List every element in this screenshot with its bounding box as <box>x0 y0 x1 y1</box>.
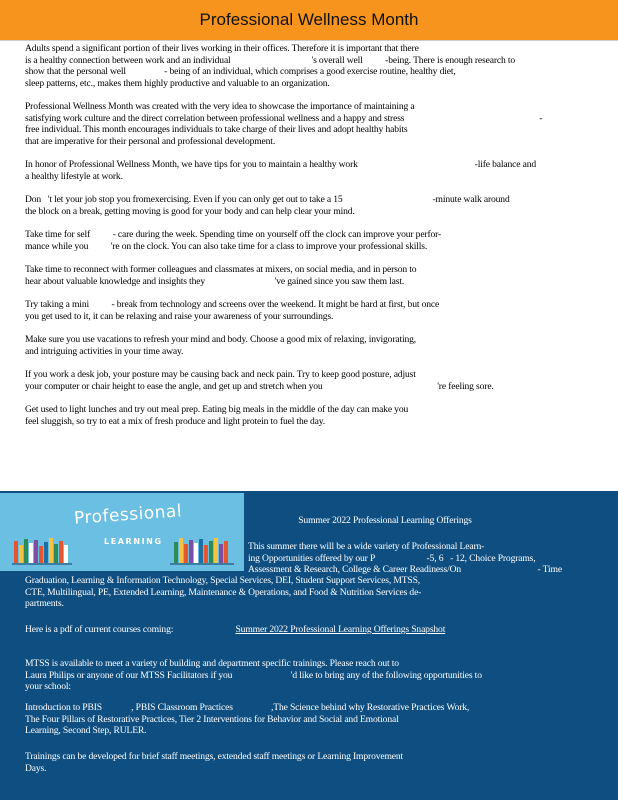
paragraph: Get used to light lunches and try out meal prep. Eating big meals in the middle of the day can make you feel sluggish, so try to eat a mix of fresh produce and light protein to fuel the day. <box>25 404 409 427</box>
professional-learning-banner <box>0 493 244 571</box>
book-icon <box>219 544 223 563</box>
offerings-snapshot-link[interactable]: Summer 2022 Professional Learning Offerings Snapshot <box>235 624 446 635</box>
book-icon <box>214 538 218 563</box>
offerings-intro: This summer there will be a wide variety of Professional Learn- ing Opportunities offered by our P -5, 6 - 12, Choice Programs, Assessment & Research, College & Career Readiness/On - Time <box>248 541 562 575</box>
paragraph: Don 't let your job stop you fromexercising. Even if you can only get out to take a 15 -minute walk around the block on a break, getting moving is good for your body and can help clear your mind. <box>25 194 510 217</box>
book-icon <box>39 546 43 563</box>
paragraph: Take time to reconnect with former colleagues and classmates at mixers, on social media, and in person to hear about valuable knowledge and insights they 've gained since you saw them last. <box>25 264 417 287</box>
bookshelf-icon <box>12 563 72 565</box>
page-title: Professional Wellness Month <box>199 10 419 29</box>
banner-subtitle: LEARNING <box>104 537 163 546</box>
paragraph: Professional Wellness Month was created with the very idea to showcase the importance of maintaining a satisfying work culture and the direct correlation between professional wellness and a happy and stress - free individual. This month encourages individuals to take charge of their lives and adopt healthy habits that are imperative for their personal and professional development. <box>25 101 543 147</box>
pdf-line <box>25 624 600 636</box>
pdf-text: Here is a pdf of current courses coming: <box>25 624 174 635</box>
paragraph: Adults spend a significant portion of their lives working in their offices. Therefore it is important that there is a healthy connection between work and an individual 's overall well -being. There is enough research to show that the personal well - being of an individual, which comprises a good exercise routine, healthy diet, sleep patterns, etc., makes them highly productive and valuable to an organization. <box>25 43 516 89</box>
book-icon <box>14 541 18 563</box>
mtss-paragraph: MTSS is available to meet a variety of building and department specific trainings. Please reach out to Laura Philips or anyone of our MTSS Facilitators if you 'd like to bring any of the following opportunities to your school: <box>25 658 482 692</box>
training-list: Introduction to PBIS , PBIS Classroom Practices ,The Science behind why Restorative Practices Work, The Four Pillars of Restorative Practices, Tier 2 Interventions for Behavior and Social and Emotional Learning, Second Step, RULER. <box>25 702 470 736</box>
offerings-departments: Graduation, Learning & Information Technology, Special Services, DEI, Student Support Services, MTSS, CTE, Multilingual, PE, Extended Learning, Maintenance & Operations, and Food & Nutrition Services de- partments. <box>25 575 422 609</box>
paragraph: Try taking a mini - break from technology and screens over the weekend. It might be hard at first, but once you get used to it, it can be relaxing and raise your awareness of your surroundings. <box>25 299 440 322</box>
book-icon <box>194 543 198 563</box>
offerings-heading: Summer 2022 Professional Learning Offerings <box>298 515 472 526</box>
book-icon <box>49 538 53 563</box>
book-icon <box>24 539 28 563</box>
book-icon <box>224 541 228 563</box>
book-icon <box>174 542 178 563</box>
book-icon <box>54 544 58 563</box>
book-icon <box>29 543 33 563</box>
book-icon <box>199 539 203 563</box>
book-icon <box>59 541 63 563</box>
header-banner <box>0 0 618 41</box>
book-icon <box>19 545 23 563</box>
book-icon <box>184 544 188 563</box>
closing-paragraph: Trainings can be developed for brief staff meetings, extended staff meetings or Learning Improvement Days. <box>25 751 404 774</box>
article-body <box>25 43 585 439</box>
paragraph: If you work a desk job, your posture may be causing back and neck pain. Try to keep good posture, adjust your computer or chair height to ease the angle, and get up and stretch when you 're feeling sore. <box>25 369 494 392</box>
book-icon <box>34 540 38 563</box>
paragraph: Make sure you use vacations to refresh your mind and body. Choose a good mix of relaxing, invigorating, and intriguing activities in your time away. <box>25 334 417 357</box>
banner-title: Professional <box>73 501 183 529</box>
book-icon <box>179 538 183 563</box>
book-icon <box>44 542 48 563</box>
bookshelf-icon <box>170 563 234 565</box>
book-icon <box>209 541 213 563</box>
book-icon <box>189 540 193 563</box>
paragraph: In honor of Professional Wellness Month, we have tips for you to maintain a healthy work -life balance and a healthy lifestyle at work. <box>25 159 537 182</box>
book-icon <box>64 545 68 563</box>
paragraph: Take time for self - care during the week. Spending time on yourself off the clock can improve your perfor- mance while you 're on the clock. You can also take time for a class to improve your professional skills. <box>25 229 442 252</box>
book-icon <box>204 545 208 563</box>
